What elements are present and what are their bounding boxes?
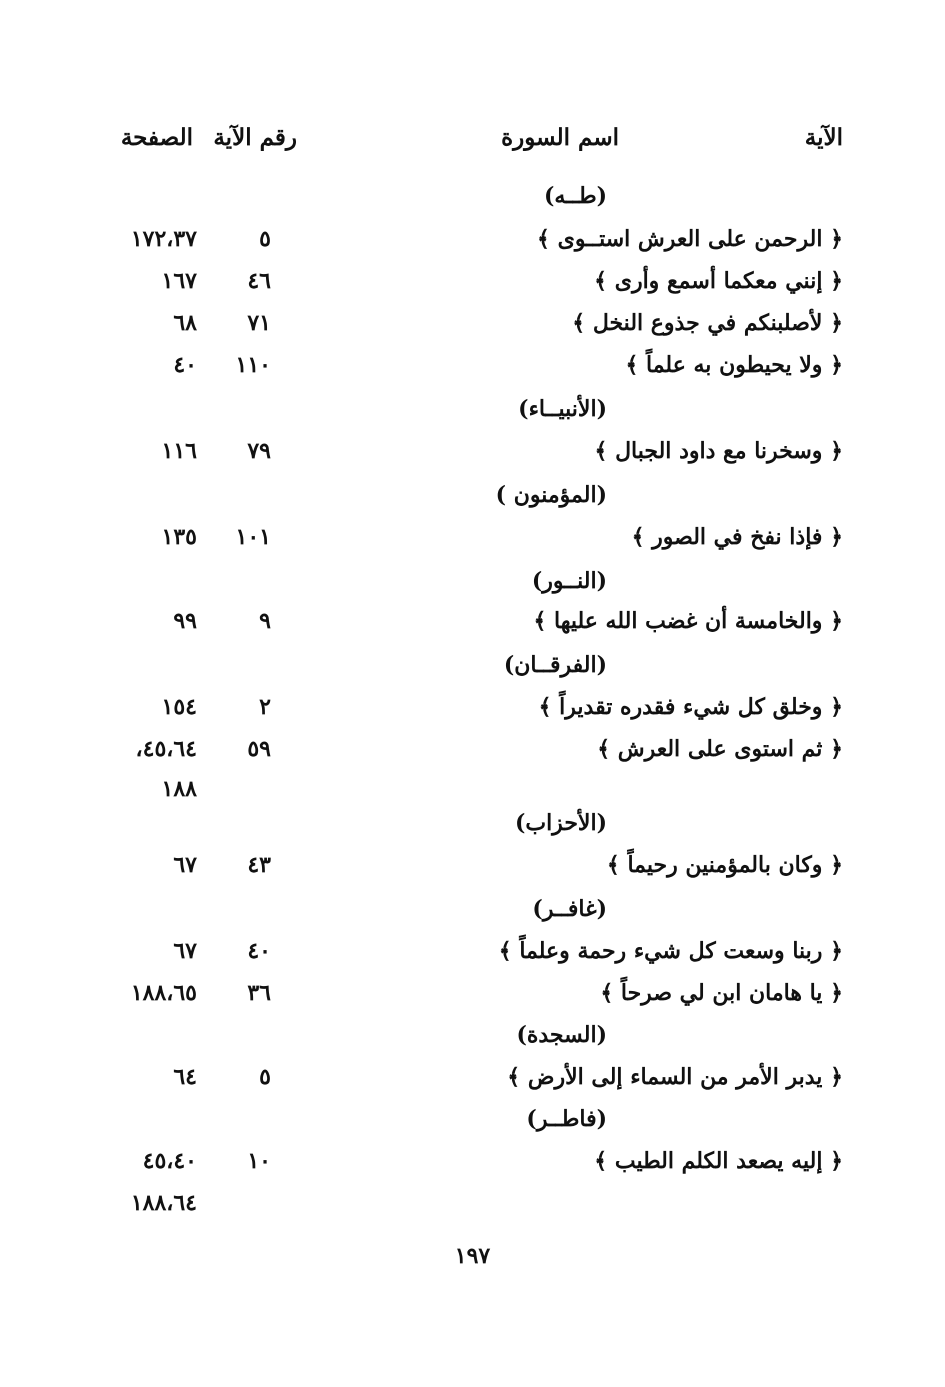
close-bracket: ﴾	[597, 736, 618, 762]
open-bracket: ﴿	[822, 268, 843, 294]
verse-text	[600, 972, 843, 1014]
ayah-number: ١٠١	[235, 524, 271, 550]
verse-words: لأصلبنكم في جذوع النخل	[592, 310, 823, 336]
verse-text	[537, 218, 843, 260]
page-reference: ٩٩	[173, 608, 197, 634]
ayah-number: ٧٩	[247, 438, 271, 464]
verse-row	[0, 430, 945, 472]
open-bracket: ﴿	[822, 852, 843, 878]
open-bracket: ﴿	[822, 524, 843, 550]
close-bracket: ﴾	[594, 1148, 615, 1174]
verse-text	[625, 344, 843, 386]
surah-heading-row	[0, 888, 945, 930]
verse-row	[0, 686, 945, 728]
open-bracket: ﴿	[822, 438, 843, 464]
ayah-number: ١١٠	[235, 352, 271, 378]
page-reference: ١٨٨	[161, 776, 197, 802]
open-bracket: ﴿	[822, 608, 843, 634]
surah-name: (فاطــر)	[526, 1106, 607, 1132]
page-reference: ١١٦	[161, 438, 197, 464]
surah-heading-row	[0, 474, 945, 516]
verse-words: يدبر الأمر من السماء إلى الأرض	[527, 1064, 823, 1090]
verse-text	[632, 516, 843, 558]
open-bracket: ﴿	[822, 694, 843, 720]
verse-words: ولا يحيطون به علماً	[646, 352, 823, 378]
header-surah-name: اسم السورة	[501, 124, 619, 151]
page-reference: ٦٨	[173, 310, 197, 336]
page-reference: ١٨٨،٦٤	[130, 1190, 197, 1216]
verse-row	[0, 728, 945, 770]
verse-row	[0, 1140, 945, 1182]
verse-row	[0, 218, 945, 260]
open-bracket: ﴿	[822, 1064, 843, 1090]
open-bracket: ﴿	[822, 938, 843, 964]
page-reference: ١٧٢،٣٧	[130, 226, 197, 252]
ayah-number: ٤٦	[247, 268, 271, 294]
ayah-number: ١٠	[247, 1148, 271, 1174]
verse-words: ثم استوى على العرش	[617, 736, 823, 762]
open-bracket: ﴿	[822, 1148, 843, 1174]
page-reference: ١٨٨،٦٥	[130, 980, 197, 1006]
verse-row	[0, 302, 945, 344]
page-reference: ٦٧	[173, 938, 197, 964]
close-bracket: ﴾	[537, 226, 558, 252]
verse-row	[0, 930, 945, 972]
verse-words: ربنا وسعت كل شيء رحمة وعلماً	[519, 938, 823, 964]
surah-heading-row	[0, 802, 945, 844]
verse-text	[594, 260, 843, 302]
verse-row	[0, 844, 945, 886]
surah-name: (المؤمنون )	[495, 482, 607, 508]
open-bracket: ﴿	[822, 736, 843, 762]
surah-heading-row	[0, 175, 945, 217]
header-page: الصفحة	[120, 124, 193, 151]
verse-row	[0, 600, 945, 642]
ayah-number: ٧١	[247, 310, 271, 336]
verse-text	[607, 844, 843, 886]
close-bracket: ﴾	[606, 852, 628, 878]
continuation-row	[0, 1182, 945, 1224]
close-bracket: ﴾	[533, 608, 554, 634]
surah-name: (غافــر)	[532, 896, 607, 922]
page-reference: ١٦٧	[161, 268, 197, 294]
verse-text	[572, 302, 843, 344]
verse-text	[499, 930, 843, 972]
close-bracket: ﴾	[594, 438, 616, 464]
ayah-number: ٩	[259, 608, 271, 634]
verse-text	[533, 600, 843, 642]
page-reference: ١٥٤	[161, 694, 197, 720]
page-reference: ٤٥،٤٠	[142, 1148, 197, 1174]
verse-words: والخامسة أن غضب الله عليها	[554, 608, 823, 634]
verse-words: يا هامان ابن لي صرحاً	[620, 980, 823, 1006]
page-reference: ١٣٥	[161, 524, 197, 550]
page-reference: ٤٥،٦٤،	[135, 736, 197, 762]
verse-row	[0, 972, 945, 1014]
verse-words: إليه يصعد الكلم الطيب	[614, 1148, 823, 1174]
close-bracket: ﴾	[507, 1064, 528, 1090]
surah-name: (الفرقــان)	[503, 652, 607, 678]
close-bracket: ﴾	[600, 980, 621, 1006]
open-bracket: ﴿	[822, 226, 843, 252]
verse-words: إنني معكما أسمع وأرى	[614, 268, 823, 294]
surah-name: (السجدة)	[516, 1022, 607, 1048]
verse-row	[0, 344, 945, 386]
surah-name: (النــور)	[531, 568, 607, 594]
close-bracket: ﴾	[538, 694, 560, 720]
surah-heading-row	[0, 1014, 945, 1056]
verse-words: الرحمن على العرش استــوى	[557, 226, 823, 252]
ayah-number: ٥	[259, 1064, 271, 1090]
page-reference: ٤٠	[173, 352, 197, 378]
verse-words: وسخرنا مع داود الجبال	[615, 438, 823, 464]
ayah-number: ٢	[259, 694, 271, 720]
verse-text	[595, 430, 844, 472]
close-bracket: ﴾	[631, 524, 653, 550]
verse-text	[507, 1056, 843, 1098]
page-reference: ٦٤	[173, 1064, 197, 1090]
open-bracket: ﴿	[822, 352, 843, 378]
surah-name: (الأنبيــاء)	[518, 396, 607, 422]
verse-text	[597, 728, 843, 770]
open-bracket: ﴿	[822, 980, 843, 1006]
close-bracket: ﴾	[572, 310, 593, 336]
ayah-number: ٥٩	[247, 736, 271, 762]
verse-words: وخلق كل شيء فقدره تقديراً	[559, 694, 823, 720]
verse-row	[0, 1056, 945, 1098]
verse-words: فإذا نفخ في الصور	[652, 524, 823, 550]
surah-heading-row	[0, 1098, 945, 1140]
ayah-number: ٣٦	[247, 980, 271, 1006]
verse-row	[0, 516, 945, 558]
close-bracket: ﴾	[594, 268, 615, 294]
header-verse: الآية	[804, 124, 843, 151]
surah-name: (طــه)	[543, 183, 607, 209]
surah-name: (الأحزاب)	[514, 810, 607, 836]
surah-heading-row	[0, 644, 945, 686]
close-bracket: ﴾	[625, 352, 646, 378]
header-ayah-number: رقم الآية	[213, 124, 297, 151]
surah-heading-row	[0, 560, 945, 602]
page-number: ١٩٧	[454, 1243, 491, 1269]
ayah-number: ٤٠	[247, 938, 271, 964]
ayah-number: ٤٣	[247, 852, 271, 878]
close-bracket: ﴾	[498, 938, 520, 964]
page-reference: ٦٧	[173, 852, 197, 878]
surah-heading-row	[0, 388, 945, 430]
verse-text	[539, 686, 843, 728]
verse-text	[594, 1140, 843, 1182]
verse-row	[0, 260, 945, 302]
open-bracket: ﴿	[822, 310, 843, 336]
ayah-number: ٥	[259, 226, 271, 252]
verse-words: وكان بالمؤمنين رحيماً	[627, 852, 823, 878]
